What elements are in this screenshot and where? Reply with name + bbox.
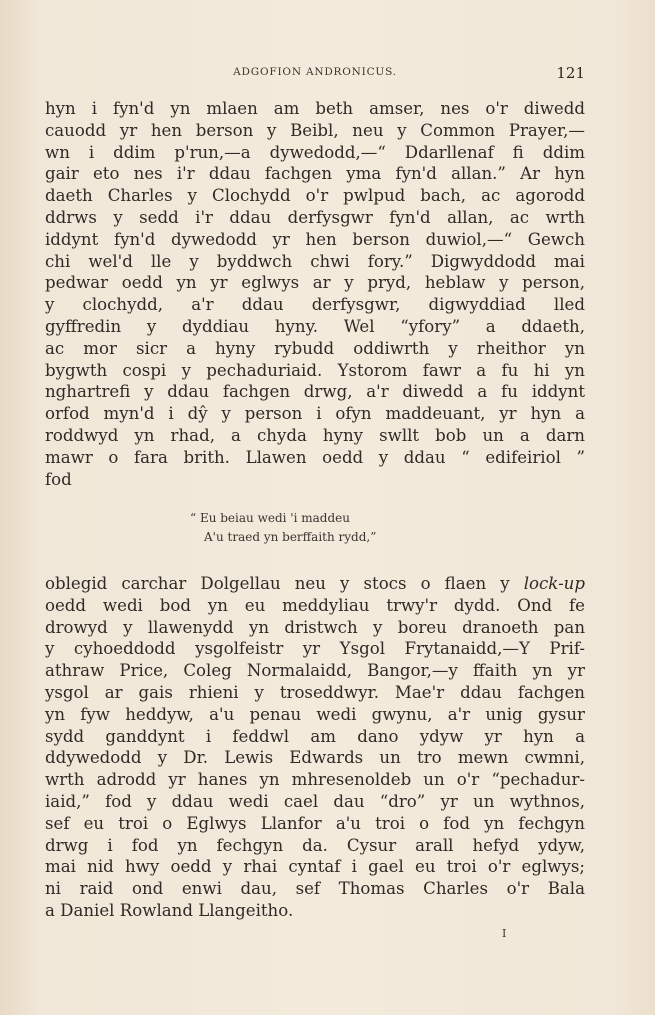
text-line: gyffredin y dyddiau hyny. Wel “yfory” a ddaeth, (45, 316, 585, 336)
page-header (45, 64, 585, 84)
running-head: ADGOFION ANDRONICUS. (233, 66, 397, 78)
text-line: athraw Price, Coleg Normalaidd, Bangor,—y ffaith yn yr (45, 661, 585, 681)
text-line: gair eto nes i'r ddau fachgen yma fyn'd allan.” Ar hyn (45, 164, 585, 184)
text-line-start: oblegid carchar Dolgellau neu y stocs o flaen y (45, 574, 524, 593)
paragraph-2 (45, 573, 585, 922)
verse-line: “ Eu beiau wedi 'i maddeu (190, 511, 350, 525)
verse-quotation (190, 509, 490, 547)
text-line: mai nid hwy oedd y rhai cyntaf i gael eu troi o'r eglwys; (45, 857, 585, 877)
text-line: cauodd yr hen berson y Beibl, neu y Common Prayer,— (45, 120, 585, 140)
text-line: sef eu troi o Eglwys Llanfor a'u troi o fod yn fechgyn (45, 813, 585, 833)
text-line: fod (45, 469, 72, 489)
text-line: orfod myn'd i dŷ y person i ofyn maddeuant, yr hyn a (45, 404, 585, 424)
text-line: pedwar oedd yn yr eglwys ar y pryd, heblaw y person, (45, 273, 585, 293)
paragraph-1 (45, 98, 585, 490)
text-line: drwg i fod yn fechgyn da. Cysur arall hefyd ydyw, (45, 835, 585, 855)
text-line: ysgol ar gais rhieni y troseddwyr. Mae'r ddau fachgen (45, 682, 585, 702)
text-line: y cyhoeddodd ysgolfeistr yr Ysgol Frytanaidd,—Y Prif- (45, 639, 585, 659)
text-line: hyn i fyn'd yn mlaen am beth amser, nes o'r diwedd (45, 99, 585, 118)
text-line: bygwth cospi y pechaduriaid. Ystorom fawr a fu hi yn (45, 360, 585, 380)
text-line: yn fyw heddyw, a'u penau wedi gwynu, a'r unig gysur (45, 704, 585, 724)
text-line: ddrws y sedd i'r ddau derfysgwr fyn'd allan, ac wrth (45, 207, 585, 227)
text-line: chi wel'd lle y byddwch chwi fory.” Digwyddodd mai (45, 251, 585, 271)
text-line: y clochydd, a'r ddau derfysgwr, digwyddiad lled (45, 295, 585, 315)
text-line: ni raid ond enwi dau, sef Thomas Charles o'r Bala (45, 879, 585, 899)
text-line: nghartrefi y ddau fachgen drwg, a'r diwedd a fu iddynt (45, 382, 585, 402)
text-line: daeth Charles y Clochydd o'r pwlpud bach, ac agorodd (45, 186, 585, 206)
signature-mark: I (502, 927, 507, 940)
text-line: oedd wedi bod yn eu meddyliau trwy'r dydd. Ond fe (45, 595, 585, 615)
text-line: sydd ganddynt i feddwl am dano ydyw yr hyn a (45, 726, 585, 746)
text-line: mawr o fara brith. Llawen oedd y ddau “ edifeiriol ” (45, 447, 585, 467)
text-line: ac mor sicr a hyny rybudd oddiwrth y rheithor yn (45, 338, 585, 358)
text-line: a Daniel Rowland Llangeitho. (45, 900, 294, 920)
verse-line: A'u traed yn berffaith rydd,” (204, 530, 377, 544)
italic-phrase: lock-up (523, 574, 585, 593)
text-line: wn i ddim p'run,—a dywedodd,—“ Ddarllenaf fi ddim (45, 142, 585, 162)
text-line: roddwyd yn rhad, a chyda hyny swllt bob un a darn (45, 425, 585, 445)
text-line: wrth adrodd yr hanes yn mhresenoldeb un o'r “pechadur- (45, 770, 585, 790)
text-line: drowyd y llawenydd yn dristwch y boreu dranoeth pan (45, 617, 585, 637)
text-line-with-italic (45, 573, 585, 595)
text-line: ddywedodd y Dr. Lewis Edwards un tro mewn cwmni, (45, 748, 585, 768)
text-line: iaid,” fod y ddau wedi cael dau “dro” yr un wythnos, (45, 791, 585, 811)
page-number: 121 (556, 64, 585, 82)
text-line: iddynt fyn'd dywedodd yr hen berson duwiol,—“ Gewch (45, 229, 585, 249)
